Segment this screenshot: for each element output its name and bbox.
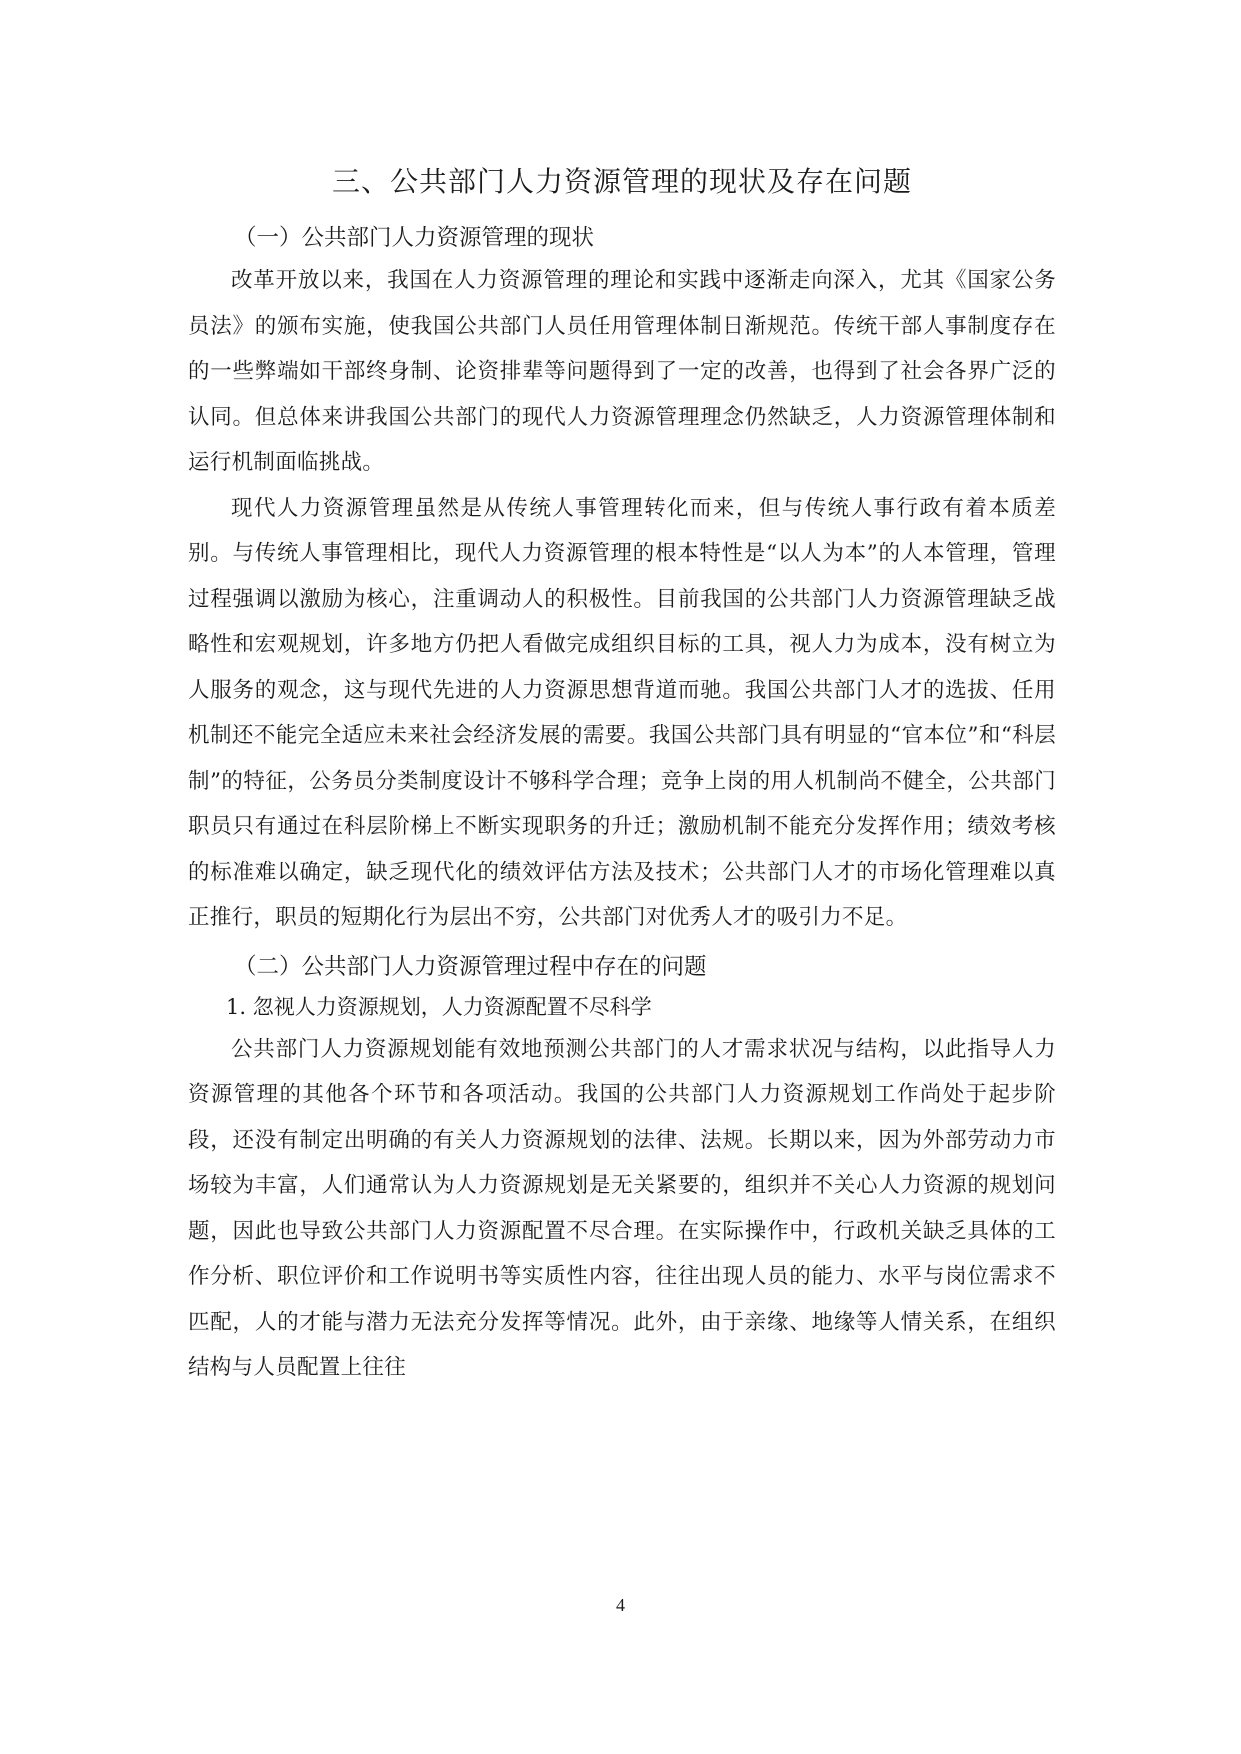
paragraph: 改革开放以来，我国在人力资源管理的理论和实践中逐渐走向深入，尤其《国家公务员法》的颁布实施，使我国公共部门人员任用管理体制日渐规范。传统干部人事制度存在的一些弊端如干部终身制、论资排辈等问题得到了一定的改善，也得到了社会各界广泛的认同。但总体来讲我国公共部门的现代人力资源管理理念仍然缺乏，人力资源管理体制和运行机制面临挑战。	[188, 268, 1056, 475]
page-content	[188, 160, 1056, 1391]
paragraph: 公共部门人力资源规划能有效地预测公共部门的人才需求状况与结构，以此指导人力资源管理的其他各个环节和各项活动。我国的公共部门人力资源规划工作尚处于起步阶段，还没有制定出明确的有关人力资源规划的法律、法规。长期以来，因为外部劳动力市场较为丰富，人们通常认为人力资源规划是无关紧要的，组织并不关心人力资源的规划问题，因此也导致公共部门人力资源配置不尽合理。在实际操作中，行政机关缺乏具体的工作分析、职位评价和工作说明书等实质性内容，往往出现人员的能力、水平与岗位需求不匹配，人的才能与潜力无法充分发挥等情况。此外，由于亲缘、地缘等人情关系，在组织结构与人员配置上往往	[188, 1036, 1056, 1380]
section-heading-1: （一）公共部门人力资源管理的现状	[234, 225, 595, 251]
subsection-heading-1: 1. 忽视人力资源规划，人力资源配置不尽科学	[226, 994, 652, 1019]
section-heading-2: （二）公共部门人力资源管理过程中存在的问题	[234, 953, 707, 980]
paragraph: 现代人力资源管理虽然是从传统人事管理转化而来，但与传统人事行政有着本质差别。与传统人事管理相比，现代人力资源管理的根本特性是“以人为本”的人本管理，管理过程强调以激励为核心，注重调动人的积极性。目前我国的公共部门人力资源管理缺乏战略性和宏观规划，许多地方仍把人看做完成组织目标的工具，视人力为成本，没有树立为人服务的观念，这与现代先进的人力资源思想背道而驰。我国公共部门人才的选拔、任用机制还不能完全适应未来社会经济发展的需要。我国公共部门具有明显的“官本位”和“科层制”的特征，公务员分类制度设计不够科学合理；竞争上岗的用人机制尚不健全，公共部门职员只有通过在科层阶梯上不断实现职务的升迁；激励机制不能充分发挥作用；绩效考核的标准难以确定，缺乏现代化的绩效评估方法及技术；公共部门人才的市场化管理难以真正推行，职员的短期化行为层出不穷，公共部门对优秀人才的吸引力不足。	[188, 495, 1056, 930]
page-number: 4	[616, 1595, 625, 1615]
chapter-title: 三、公共部门人力资源管理的现状及存在问题	[331, 165, 912, 198]
